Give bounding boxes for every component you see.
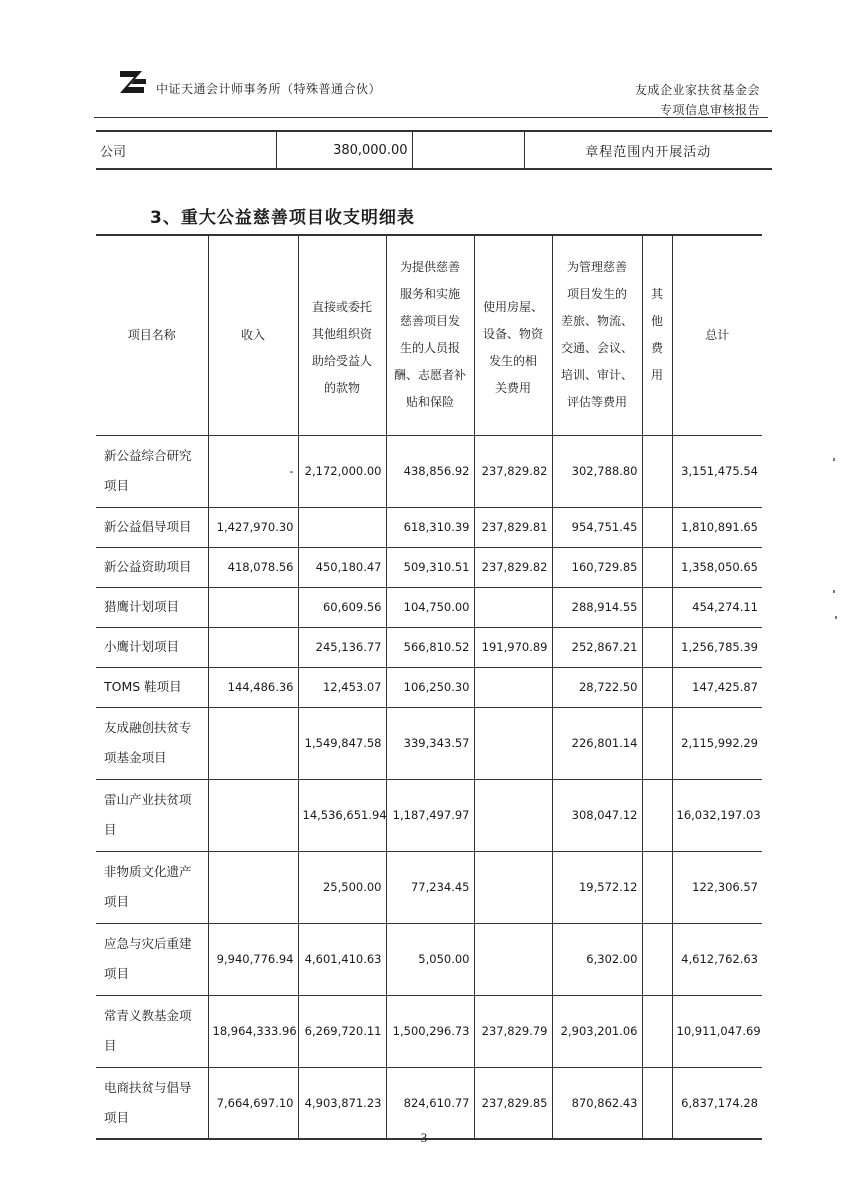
page-number: 3 xyxy=(420,1130,428,1145)
project-name-cell xyxy=(96,547,208,587)
manage-cell: 226,801.14 xyxy=(552,707,642,779)
income-cell xyxy=(208,707,298,779)
report-title-line2: 专项信息审核报告 xyxy=(659,103,760,117)
section-title: 3、重大公益慈善项目收支明细表 xyxy=(150,208,415,228)
service-cell: 438,856.92 xyxy=(386,435,474,507)
project-name-line: TOMS 鞋项目 xyxy=(104,679,182,694)
header-line: 直接或委托 xyxy=(311,300,372,315)
continued-row xyxy=(96,131,772,169)
direct-cell: 245,136.77 xyxy=(298,627,386,667)
project-name-line: 非物质文化遗产 xyxy=(104,864,192,879)
facility-cell xyxy=(474,667,552,707)
table-row xyxy=(96,435,762,507)
service-cell: 618,310.39 xyxy=(386,507,474,547)
project-name-cell xyxy=(96,995,208,1067)
service-cell: 1,187,497.97 xyxy=(386,779,474,851)
other-cell xyxy=(642,923,672,995)
manage-cell: 160,729.85 xyxy=(552,547,642,587)
project-name-line: 应急与灾后重建 xyxy=(104,936,192,951)
direct-cell: 4,601,410.63 xyxy=(298,923,386,995)
table-row xyxy=(96,851,762,923)
project-name-cell xyxy=(96,923,208,995)
project-name-line: 项目 xyxy=(104,966,130,981)
income-cell: 144,486.36 xyxy=(208,667,298,707)
income-cell xyxy=(208,587,298,627)
project-name-line: 项目 xyxy=(104,478,130,493)
project-name-line: 猎鹰计划项目 xyxy=(104,599,180,614)
continued-note: 章程范围内开展活动 xyxy=(524,131,772,169)
facility-cell: 237,829.79 xyxy=(474,995,552,1067)
direct-cell: 12,453.07 xyxy=(298,667,386,707)
facility-cell xyxy=(474,779,552,851)
income-cell xyxy=(208,851,298,923)
total-cell: 6,837,174.28 xyxy=(672,1067,762,1139)
manage-cell: 19,572.12 xyxy=(552,851,642,923)
header-line: 他 xyxy=(650,314,663,329)
table-row xyxy=(96,779,762,851)
project-name-line: 新公益综合研究 xyxy=(104,448,192,463)
facility-cell: 237,829.85 xyxy=(474,1067,552,1139)
project-name-line: 友成融创扶贫专 xyxy=(104,720,192,735)
other-cell xyxy=(642,507,672,547)
header-line: 关费用 xyxy=(494,381,531,396)
other-cell xyxy=(642,627,672,667)
project-name-cell xyxy=(96,435,208,507)
service-cell: 509,310.51 xyxy=(386,547,474,587)
header-line: 其他组织资 xyxy=(311,327,372,342)
income-cell: 9,940,776.94 xyxy=(208,923,298,995)
header-direct xyxy=(298,235,386,435)
table-row xyxy=(96,707,762,779)
header-line: 的款物 xyxy=(323,381,360,396)
total-cell: 10,911,047.69 xyxy=(672,995,762,1067)
manage-cell: 252,867.21 xyxy=(552,627,642,667)
other-cell xyxy=(642,435,672,507)
service-cell: 77,234.45 xyxy=(386,851,474,923)
report-title xyxy=(635,80,760,120)
total-cell: 2,115,992.29 xyxy=(672,707,762,779)
total-cell: 1,256,785.39 xyxy=(672,627,762,667)
facility-cell xyxy=(474,587,552,627)
project-name-cell xyxy=(96,507,208,547)
total-cell: 454,274.11 xyxy=(672,587,762,627)
other-cell xyxy=(642,587,672,627)
table-row xyxy=(96,547,762,587)
income-cell: 7,664,697.10 xyxy=(208,1067,298,1139)
project-name-cell xyxy=(96,627,208,667)
facility-cell xyxy=(474,851,552,923)
continued-table xyxy=(96,130,772,170)
header-line: 助给受益人 xyxy=(311,354,372,369)
service-cell: 339,343.57 xyxy=(386,707,474,779)
manage-cell: 28,722.50 xyxy=(552,667,642,707)
header-line: 其 xyxy=(650,287,663,302)
header-line: 慈善项目发 xyxy=(399,314,460,329)
total-cell: 16,032,197.03 xyxy=(672,779,762,851)
project-name-line: 目 xyxy=(104,1038,117,1053)
firm-name: 中证天通会计师事务所（特殊普通合伙） xyxy=(156,82,382,96)
income-cell: - xyxy=(208,435,298,507)
header-line: 交通、会议、 xyxy=(560,341,633,356)
header-income: 收入 xyxy=(208,235,298,435)
manage-cell: 308,047.12 xyxy=(552,779,642,851)
facility-cell xyxy=(474,707,552,779)
other-cell xyxy=(642,1067,672,1139)
header-line: 设备、物资 xyxy=(482,327,543,342)
other-cell xyxy=(642,667,672,707)
manage-cell: 870,862.43 xyxy=(552,1067,642,1139)
total-cell: 1,358,050.65 xyxy=(672,547,762,587)
continued-amount: 380,000.00 xyxy=(276,131,412,169)
header-line: 培训、审计、 xyxy=(560,368,633,383)
project-name-cell xyxy=(96,587,208,627)
facility-cell: 191,970.89 xyxy=(474,627,552,667)
total-cell: 122,306.57 xyxy=(672,851,762,923)
direct-cell: 450,180.47 xyxy=(298,547,386,587)
direct-cell: 1,549,847.58 xyxy=(298,707,386,779)
project-name-line: 项基金项目 xyxy=(104,750,167,765)
header-manage xyxy=(552,235,642,435)
direct-cell: 2,172,000.00 xyxy=(298,435,386,507)
header-line: 发生的相 xyxy=(488,354,537,369)
manage-cell: 954,751.45 xyxy=(552,507,642,547)
header-line: 生的人员报 xyxy=(399,341,460,356)
other-cell xyxy=(642,851,672,923)
header-line: 为提供慈善 xyxy=(399,260,460,275)
project-name-line: 项目 xyxy=(104,1109,130,1125)
header-line: 项目发生的 xyxy=(566,287,627,302)
header-line: 服务和实施 xyxy=(399,287,460,302)
other-cell xyxy=(642,707,672,779)
income-cell: 1,427,970.30 xyxy=(208,507,298,547)
income-cell xyxy=(208,779,298,851)
project-name-line: 常青义教基金项 xyxy=(104,1008,192,1023)
direct-cell: 14,536,651.94 xyxy=(298,779,386,851)
income-cell: 418,078.56 xyxy=(208,547,298,587)
direct-cell: 6,269,720.11 xyxy=(298,995,386,1067)
service-cell: 5,050.00 xyxy=(386,923,474,995)
header-line: 为管理慈善 xyxy=(566,260,627,275)
header-line: 差旅、物流、 xyxy=(560,314,633,329)
table-header-row xyxy=(96,235,762,435)
income-cell: 18,964,333.96 xyxy=(208,995,298,1067)
table-row xyxy=(96,1067,762,1139)
table-row xyxy=(96,667,762,707)
header-other xyxy=(642,235,672,435)
manage-cell: 288,914.55 xyxy=(552,587,642,627)
scan-speck xyxy=(833,458,835,461)
project-name-line: 项目 xyxy=(104,894,130,909)
project-name-cell xyxy=(96,1067,208,1139)
direct-cell: 60,609.56 xyxy=(298,587,386,627)
project-expense-table xyxy=(96,234,762,1140)
total-cell: 147,425.87 xyxy=(672,667,762,707)
direct-cell: 25,500.00 xyxy=(298,851,386,923)
project-name-cell xyxy=(96,707,208,779)
income-cell xyxy=(208,627,298,667)
service-cell: 1,500,296.73 xyxy=(386,995,474,1067)
facility-cell: 237,829.82 xyxy=(474,547,552,587)
project-name-cell xyxy=(96,779,208,851)
project-name-line: 目 xyxy=(104,822,117,837)
table-row xyxy=(96,923,762,995)
direct-cell: 4,903,871.23 xyxy=(298,1067,386,1139)
project-name-line: 新公益倡导项目 xyxy=(104,519,192,534)
total-cell: 1,810,891.65 xyxy=(672,507,762,547)
service-cell: 104,750.00 xyxy=(386,587,474,627)
service-cell: 106,250.30 xyxy=(386,667,474,707)
header-line: 评估等费用 xyxy=(566,395,627,410)
continued-name: 公司 xyxy=(96,131,276,169)
table-row xyxy=(96,995,762,1067)
header-line: 酬、志愿者补 xyxy=(393,368,466,383)
total-cell: 4,612,762.63 xyxy=(672,923,762,995)
other-cell xyxy=(642,779,672,851)
project-name-line: 电商扶贫与倡导 xyxy=(104,1079,192,1095)
scan-speck xyxy=(835,616,837,619)
manage-cell: 302,788.80 xyxy=(552,435,642,507)
header-service xyxy=(386,235,474,435)
manage-cell: 2,903,201.06 xyxy=(552,995,642,1067)
other-cell xyxy=(642,547,672,587)
header-line: 使用房屋、 xyxy=(482,300,543,315)
header-line: 费 xyxy=(650,341,663,356)
table-row xyxy=(96,627,762,667)
manage-cell: 6,302.00 xyxy=(552,923,642,995)
report-title-line1: 友成企业家扶贫基金会 xyxy=(634,83,760,97)
header-line: 贴和保险 xyxy=(405,395,454,410)
header-rule xyxy=(94,117,768,118)
table-row xyxy=(96,587,762,627)
total-cell: 3,151,475.54 xyxy=(672,435,762,507)
table-row xyxy=(96,507,762,547)
direct-cell xyxy=(298,507,386,547)
project-name-line: 雷山产业扶贫项 xyxy=(104,792,192,807)
facility-cell: 237,829.81 xyxy=(474,507,552,547)
firm-logo-icon xyxy=(118,68,148,98)
header-total: 总计 xyxy=(672,235,762,435)
project-name-line: 小鹰计划项目 xyxy=(104,639,180,654)
service-cell: 566,810.52 xyxy=(386,627,474,667)
facility-cell: 237,829.82 xyxy=(474,435,552,507)
continued-empty xyxy=(412,131,524,169)
header-line: 用 xyxy=(650,368,663,383)
header-facility xyxy=(474,235,552,435)
facility-cell xyxy=(474,923,552,995)
page-header xyxy=(118,68,760,117)
project-name-cell xyxy=(96,667,208,707)
header-project-name: 项目名称 xyxy=(96,235,208,435)
project-name-cell xyxy=(96,851,208,923)
project-name-line: 新公益资助项目 xyxy=(104,559,192,574)
other-cell xyxy=(642,995,672,1067)
scan-speck xyxy=(833,590,835,593)
service-cell: 824,610.77 xyxy=(386,1067,474,1139)
